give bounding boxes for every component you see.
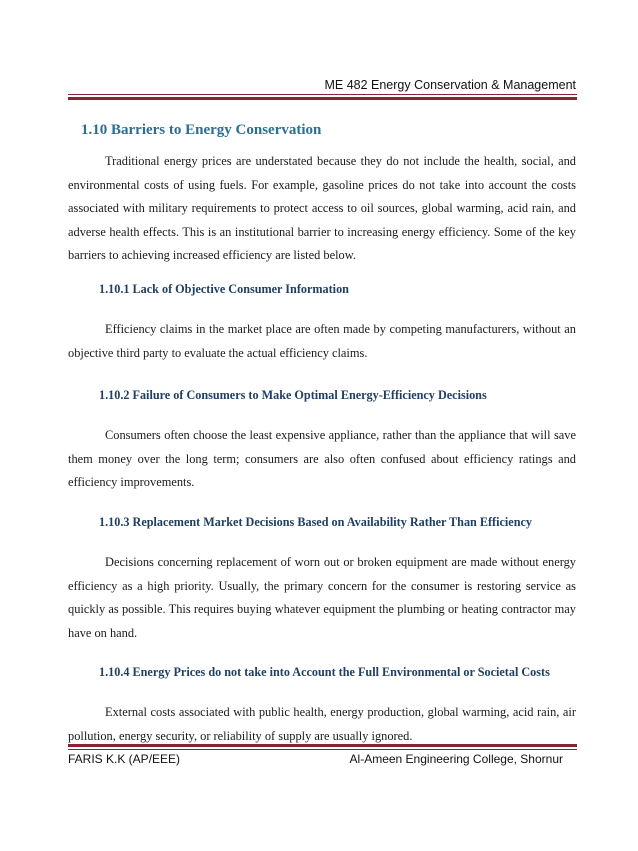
subsection-heading-2: 1.10.2 Failure of Consumers to Make Optimal Energy-Efficiency Decisions <box>99 388 487 402</box>
footer-institution: Al-Ameen Engineering College, Shornur <box>349 752 563 766</box>
footer-rule-thin <box>68 749 577 750</box>
section-heading: 1.10 Barriers to Energy Conservation <box>81 122 322 138</box>
section-intro-paragraph: Traditional energy prices are understated because they do not include the health, social, and environmental costs of using fuels. For example, gasoline prices do not take into account the costs associated with military requirements to protect access to oil sources, global warming, acid rain, and adverse health effects. This is an institutional barrier to increasing energy efficiency. Some of the key barriers to achieving increased efficiency are listed below. <box>68 154 576 263</box>
subsection-paragraph-4: External costs associated with public health, energy production, global warming, acid rain, air pollution, energy security, or reliability of supply are usually ignored. <box>68 705 576 743</box>
subsection-heading-4: 1.10.4 Energy Prices do not take into Account the Full Environmental or Societal Costs <box>99 665 550 679</box>
subsection-paragraph-3: Decisions concerning replacement of worn out or broken equipment are made without energy efficiency as a high priority. Usually, the primary concern for the consumer is restoring service as quickly as possible. This requires buying whatever equipment the plumbing or heating contractor may have on hand. <box>68 555 576 640</box>
subsection-heading-3: 1.10.3 Replacement Market Decisions Based on Availability Rather Than Efficiency <box>99 515 532 529</box>
footer-author: FARIS K.K (AP/EEE) <box>68 752 181 766</box>
footer-rule-thick <box>68 744 577 747</box>
running-header-title: ME 482 Energy Conservation & Management <box>324 78 576 92</box>
subsection-heading-1: 1.10.1 Lack of Objective Consumer Information <box>99 282 349 296</box>
header-rule-thick <box>68 97 577 100</box>
header-rule-thin <box>68 94 577 95</box>
subsection-paragraph-1: Efficiency claims in the market place are often made by competing manufacturers, without an objective third party to evaluate the actual efficiency claims. <box>68 322 576 360</box>
subsection-paragraph-2: Consumers often choose the least expensive appliance, rather than the appliance that will save them money over the long term; consumers are also often confused about efficiency ratings and efficiency improvements. <box>68 428 576 490</box>
